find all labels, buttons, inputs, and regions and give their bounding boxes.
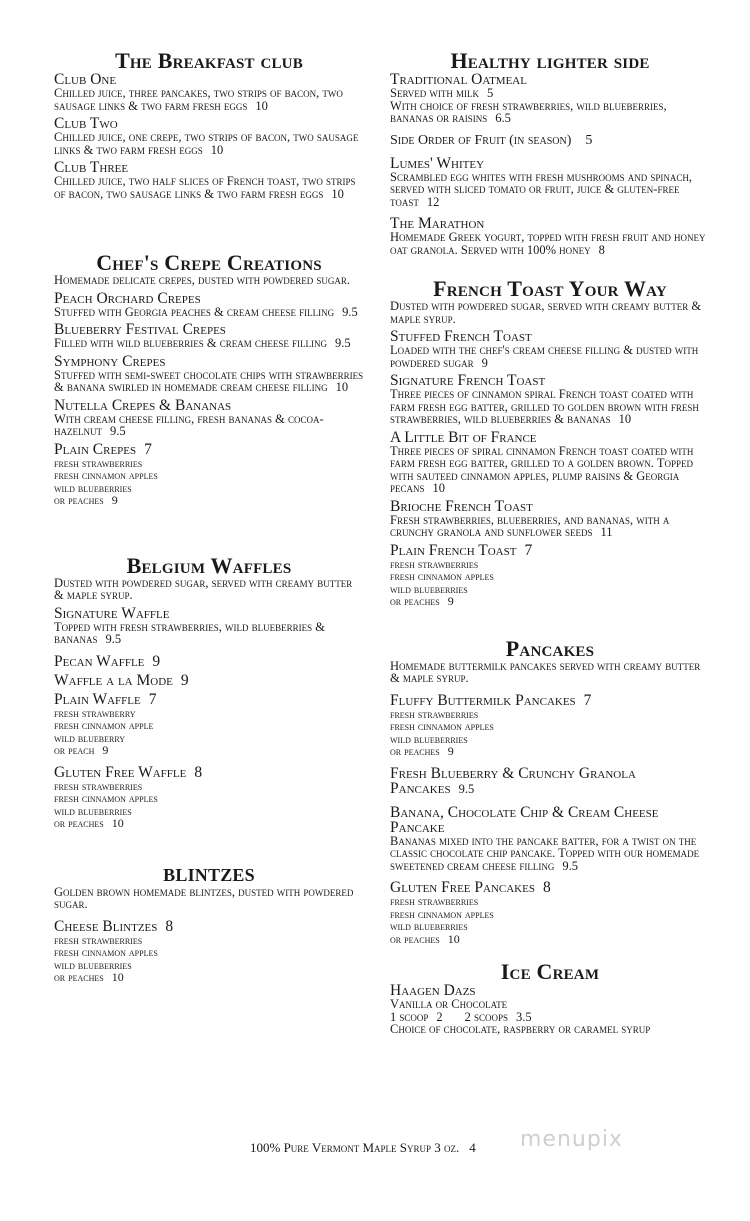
menu-item (54, 442, 364, 507)
section-title-pancakes: Pancakes (505, 635, 595, 661)
menu-item (390, 216, 710, 256)
item-name: Traditional Oatmeal (390, 71, 527, 88)
menu-item (54, 354, 364, 394)
scoop-price: 3.5 (516, 1009, 532, 1024)
item-price: 9.5 (105, 632, 122, 646)
french-toast-section (390, 278, 710, 608)
option: or peaches (390, 594, 440, 608)
menu-item (54, 398, 364, 438)
footer-price: 4 (469, 1140, 476, 1155)
item-name: Fresh Blueberry & Crunchy Granola Pancakes (390, 764, 636, 797)
item-name: Plain Waffle (54, 690, 141, 708)
item-name: Side Order of Fruit (390, 132, 506, 148)
menu-item (54, 654, 364, 669)
option: fresh strawberries (54, 778, 143, 793)
item-name: Symphony Crepes (54, 352, 166, 370)
ice-cream-section (390, 961, 710, 1036)
item-price: 8 (165, 917, 174, 935)
item-price: 7 (524, 541, 533, 559)
watermark-logo: menupix (520, 1127, 623, 1152)
option-list (54, 707, 364, 757)
item-desc: Scrambled egg whites with fresh mushrooms and spinach, served with sliced tomato or fruit, juice & gluten-free toast (390, 169, 692, 209)
healthy-section (390, 50, 710, 256)
section-intro: Golden brown homemade blintzes, dusted with powdered sugar. (54, 884, 354, 911)
item-note: (in season) (509, 132, 572, 148)
option: or peaches (54, 816, 104, 830)
option: fresh cinnamon apples (54, 945, 158, 959)
section-title-crepes: Chef's Crepe Creations (96, 250, 322, 275)
item-desc: Fresh strawberries, blueberries, and bananas, with a crunchy granola and sunflower seeds (390, 512, 670, 539)
option-list (390, 895, 710, 945)
item-desc: Bananas mixed into the pancake batter, for a twist on the classic chocolate chip pancake. Topped with our homemade sweetened cream cheese filling (390, 833, 700, 873)
option: wild blueberries (54, 957, 132, 972)
item-name: Pecan Waffle (54, 652, 145, 670)
option: fresh strawberries (54, 455, 143, 470)
crepes-section (54, 252, 364, 507)
item-name: Club Three (54, 159, 129, 176)
section-intro: Dusted with powdered sugar, served with creamy butter & maple syrup. (54, 575, 353, 602)
item-price: 10 (255, 98, 268, 113)
item-price: 10 (335, 380, 349, 394)
section-title-ice-cream: Ice Cream (500, 959, 600, 984)
item-name: The Marathon (390, 215, 485, 232)
option-price: 10 (111, 816, 124, 830)
menu-item (390, 880, 710, 945)
section-title-blintzes: BLINTZES (163, 864, 255, 885)
menu-item (390, 499, 710, 539)
menu-item (54, 291, 364, 319)
menu-item (54, 322, 364, 350)
option: wild blueberry (54, 730, 125, 745)
menu-item (390, 156, 710, 209)
item-price: 9.5 (110, 424, 126, 438)
item-price: 7 (144, 440, 152, 458)
menu-item (54, 116, 364, 156)
item-name: Stuffed French Toast (390, 328, 532, 345)
item-name: Lumes' Whitey (390, 154, 485, 172)
item-desc: Filled with wild blueberries & cream cheese filling (54, 336, 328, 350)
item-name: Signature Waffle (54, 604, 170, 622)
item-price: 10 (432, 481, 446, 495)
menu-item (390, 133, 710, 148)
option: wild blueberries (54, 480, 132, 495)
item-price: 9.5 (458, 781, 475, 796)
item-name: Banana, Chocolate Chip & Cream Cheese Pancake (390, 803, 659, 836)
option-price: 10 (447, 931, 460, 946)
item-desc: Homemade Greek yogurt, topped with fresh fruit and honey oat granola. Served with 100% honey (390, 230, 706, 257)
item-name: Haagen Dazs (390, 982, 476, 999)
item-desc: Topped with fresh strawberries, wild blueberries & bananas (54, 619, 326, 646)
option-list (390, 708, 710, 758)
item-desc: With choice of fresh strawberries, wild blueberries, bananas or raisins (390, 98, 667, 125)
item-price: 10 (618, 412, 632, 426)
menu-item (390, 72, 710, 125)
item-price: 7 (583, 691, 592, 709)
item-price: 9 (481, 355, 488, 370)
item-price: 9.5 (342, 304, 358, 319)
option: wild blueberries (390, 731, 468, 746)
menu-item (390, 805, 710, 873)
right-column (390, 50, 710, 1036)
option: or peaches (54, 970, 104, 984)
option: fresh strawberries (54, 932, 143, 947)
menu-item (390, 430, 710, 495)
item-name: Brioche French Toast (390, 497, 533, 515)
item-desc: Served with milk (390, 86, 479, 100)
menu-item (54, 765, 364, 830)
option: fresh cinnamon apple (54, 718, 154, 732)
item-price: 12 (426, 194, 440, 209)
item-name: Gluten Free Pancakes (390, 879, 535, 896)
option: fresh strawberries (390, 894, 479, 908)
item-toppings: Choice of chocolate, raspberry or caramel syrup (390, 1022, 651, 1036)
item-name: Cheese Blintzes (54, 917, 158, 935)
item-name: Gluten Free Waffle (54, 763, 187, 781)
option: fresh cinnamon apples (54, 468, 158, 482)
section-intro: Homemade delicate crepes, dusted with powdered sugar. (54, 273, 351, 287)
item-desc: Chilled juice, two half slices of French toast, two strips of bacon, two sausage links & two farm fresh eggs (54, 174, 356, 201)
item-desc: Chilled juice, three pancakes, two strips of bacon, two sausage links & two farm fresh eggs (54, 86, 343, 113)
item-price: 5 (486, 86, 494, 100)
item-desc: Chilled juice, one crepe, two strips of bacon, two sausage links & two farm fresh eggs (54, 130, 359, 157)
item-name: Signature French Toast (390, 372, 546, 389)
menu-item (54, 606, 364, 646)
option-price: 9 (447, 744, 454, 758)
item-name: Club One (54, 71, 117, 88)
option-price: 9 (111, 493, 118, 507)
menu-item (390, 983, 710, 1036)
option-price: 9 (102, 743, 109, 757)
menu-item (390, 373, 710, 426)
section-title-healthy: Healthy lighter side (450, 48, 650, 73)
item-name: A Little Bit of France (390, 428, 537, 446)
option: fresh cinnamon apples (390, 719, 494, 733)
section-intro: Dusted with powdered sugar, served with creamy butter & maple syrup. (390, 299, 702, 326)
item-price: 9 (152, 652, 161, 670)
menu-item (54, 692, 364, 757)
footer-note (250, 1140, 550, 1156)
menu-item (390, 329, 710, 369)
pancakes-section (390, 635, 710, 946)
section-title-waffles: Belgium Waffles (126, 552, 292, 578)
menu-item (54, 72, 364, 112)
option: wild blueberries (54, 803, 132, 818)
item-desc: Loaded with the chef's cream cheese filling & dusted with powdered sugar (390, 343, 699, 370)
item-price: 5 (585, 132, 593, 148)
item-name: Fluffy Buttermilk Pancakes (390, 691, 576, 709)
item-price: 9.5 (335, 336, 351, 350)
option-list (390, 558, 710, 608)
item-desc: Stuffed with semi-sweet chocolate chips with strawberries & banana swirled in homemade cream cheese filling (54, 367, 364, 394)
option: or peaches (390, 744, 440, 758)
option-list (54, 934, 364, 984)
option: or peaches (390, 931, 440, 946)
item-price: 9 (180, 671, 189, 689)
item-name: Plain French Toast (390, 541, 517, 559)
option: wild blueberries (390, 581, 468, 596)
menu-item (54, 673, 364, 688)
scoop-size: 1 scoop (390, 1009, 429, 1024)
left-column (54, 50, 364, 984)
menu-item (54, 919, 364, 984)
item-price: 10 (331, 186, 344, 201)
option-price: 10 (111, 970, 124, 984)
item-price: 11 (600, 525, 613, 539)
menu-item (390, 693, 710, 758)
option-list (54, 780, 364, 830)
option: or peaches (54, 493, 104, 507)
scoop-size: 2 scoops (464, 1009, 509, 1024)
item-price: 6.5 (495, 111, 511, 125)
option: wild blueberries (390, 919, 468, 933)
item-desc: Three pieces of cinnamon spiral French toast coated with farm fresh egg batter, grilled to golden brown with fresh strawberries, wild blueberries & bananas (390, 387, 699, 426)
item-price: 8 (194, 763, 203, 781)
item-desc: Stuffed with Georgia peaches & cream cheese filling (54, 304, 335, 319)
item-price: 7 (148, 690, 157, 708)
menu-item (54, 160, 364, 200)
menu-item (390, 543, 710, 608)
option: fresh strawberry (54, 705, 136, 720)
option-list (54, 457, 364, 507)
item-name: Club Two (54, 115, 118, 132)
breakfast-club-section (54, 50, 364, 200)
option-price: 9 (447, 594, 454, 608)
item-price: 8 (542, 879, 551, 896)
item-flavors: Vanilla or Chocolate (390, 997, 508, 1011)
section-title-breakfast-club: The Breakfast club (115, 48, 303, 73)
footer-text: 100% Pure Vermont Maple Syrup 3 oz. (250, 1140, 460, 1155)
option: fresh strawberries (390, 706, 479, 721)
item-name: Peach Orchard Crepes (54, 289, 201, 307)
option: fresh cinnamon apples (390, 906, 494, 921)
item-desc: Three pieces of spiral cinnamon French toast coated with farm fresh egg batter, grilled to a golden brown. Topped with sauteed cinnamon apples, plump raisins & Georgia pecans (390, 443, 694, 495)
section-title-french-toast: French Toast Your Way (433, 276, 667, 301)
item-name: Nutella Crepes & Bananas (54, 396, 232, 414)
blintzes-section (54, 864, 364, 984)
item-name: Blueberry Festival Crepes (54, 321, 226, 338)
option: fresh strawberries (390, 556, 479, 571)
item-price: 8 (598, 242, 605, 257)
option: or peach (54, 743, 95, 757)
item-price: 10 (210, 142, 224, 157)
option: fresh cinnamon apples (390, 569, 494, 583)
menu-item (390, 766, 710, 797)
item-name: Waffle a la Mode (54, 671, 173, 689)
section-intro: Homemade buttermilk pancakes served with creamy butter & maple syrup. (390, 658, 701, 685)
waffles-section (54, 552, 364, 830)
item-name: Plain Crepes (54, 440, 137, 458)
option: fresh cinnamon apples (54, 791, 158, 805)
item-desc: With cream cheese filling, fresh bananas & cocoa-hazelnut (54, 411, 324, 438)
item-price: 9.5 (562, 858, 578, 873)
scoop-price: 2 (436, 1009, 443, 1024)
